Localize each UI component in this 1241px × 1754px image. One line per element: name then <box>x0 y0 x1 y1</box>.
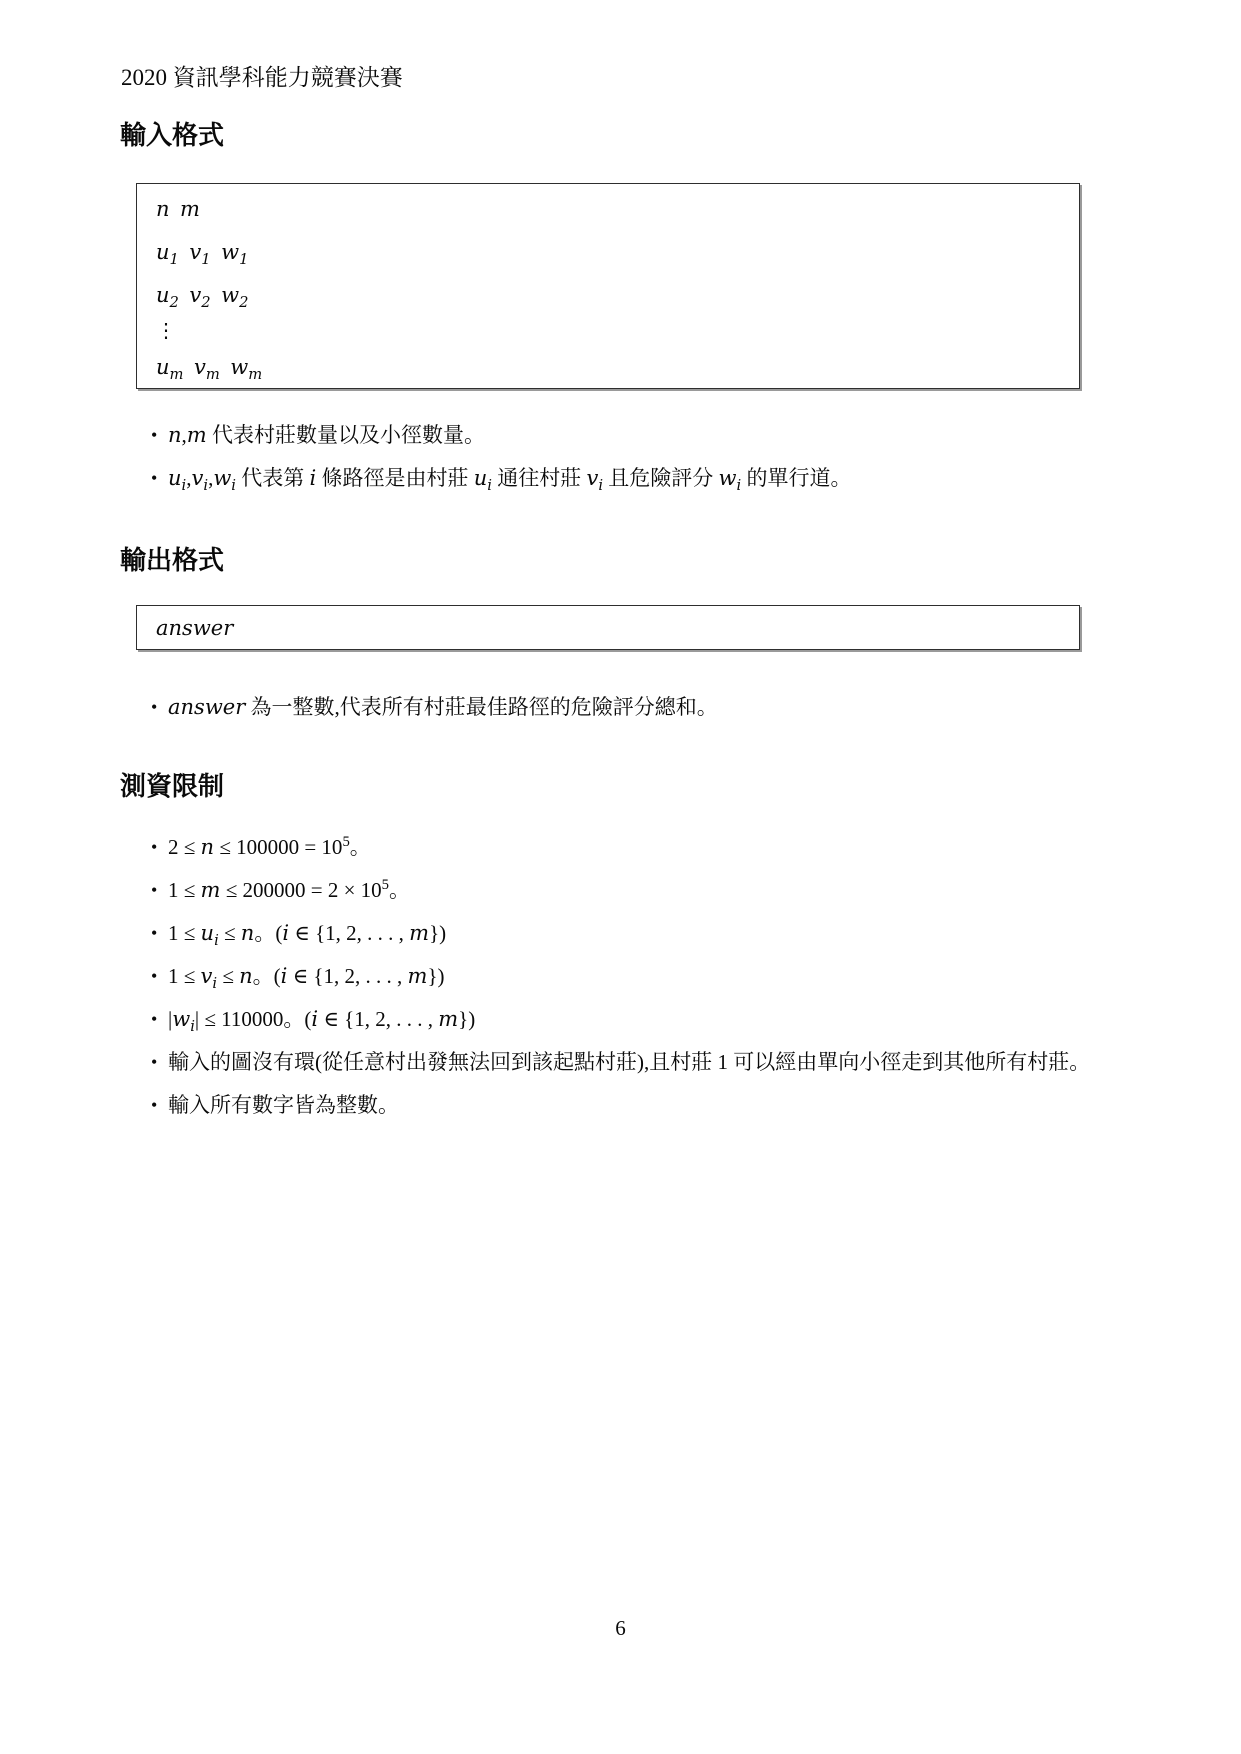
constraints-bullet-list <box>150 826 1150 1127</box>
bullet-item: • $|w_i| \le 110000$。(i ∈ {1, 2, . . . , m}) <box>150 998 1150 1041</box>
output-format-heading: 輸出格式 <box>120 545 225 575</box>
output-bullet-list <box>150 686 1150 729</box>
bullet-item: • 輸入所有數字皆為整數。 <box>150 1084 1150 1127</box>
bullet-item: • n,m 代表村莊數量以及小徑數量。 <box>150 414 1150 457</box>
bullet-item: • 輸入的圖沒有環(從任意村出發無法回到該起點村莊),且村莊 1 可以經由單向小徑走到其他所有村莊。 <box>150 1041 1150 1084</box>
page-number: 6 <box>615 1616 626 1640</box>
bullet-item: • $u_i,v_i,w_i$ 代表第 i 條路徑是由村莊 $u_i$ 通往村莊 $v_i$ 且危險評分 $w_i$ 的單行道。 <box>150 457 1150 500</box>
bullet-item: • $2 \le n \le 100000 = 10^5$。 <box>150 826 1150 869</box>
input-format-heading: 輸入格式 <box>120 120 225 150</box>
bullet-item: • $1 \le m \le 200000 = 2 \times 10^5$。 <box>150 869 1150 912</box>
document-header: 2020 資訊學科能力競賽決賽 <box>121 65 403 90</box>
constraints-heading: 測資限制 <box>120 771 225 801</box>
bullet-item: • answer 為一整數,代表所有村莊最佳路徑的危險評分總和。 <box>150 686 1150 729</box>
vertical-ellipsis: ⋮ <box>156 320 176 342</box>
input-box-line: $u_m$ $v_m$ $w_m$ <box>156 355 263 384</box>
bullet-item: • $1 \le u_i \le n$。(i ∈ {1, 2, . . . , m}) <box>150 912 1150 955</box>
input-format-box <box>136 183 1080 389</box>
input-box-line: $u_1$ $v_1$ $w_1$ <box>156 240 249 269</box>
output-box-line: answer <box>156 616 234 640</box>
input-box-line: $u_2$ $v_2$ $w_2$ <box>156 283 249 312</box>
bullet-item: • $1 \le v_i \le n$。(i ∈ {1, 2, . . . , m}) <box>150 955 1150 998</box>
output-format-box <box>136 605 1080 650</box>
input-bullet-list <box>150 414 1150 500</box>
input-box-line: n m <box>156 197 200 221</box>
